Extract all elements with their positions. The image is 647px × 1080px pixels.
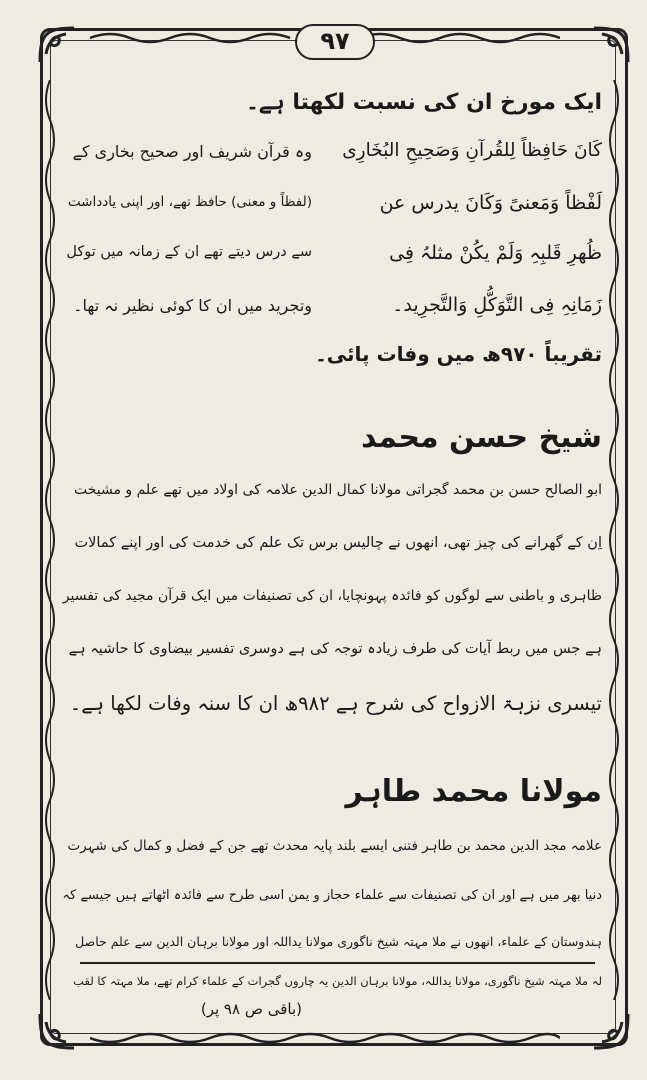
paragraph-line: تیسری نزہۃ الازواح کی شرح ہے ۹۸۲ھ ان کا سنہ وفات لکھا ہے۔ bbox=[69, 692, 602, 715]
section-heading: مولانا محمد طاہر bbox=[345, 774, 602, 809]
urdu-translation-line: (لفظاً و معنی) حافظ تھے، اور اپنی یادداشت bbox=[67, 194, 312, 210]
corner-ornament-icon bbox=[590, 24, 632, 66]
urdu-translation-line: سے درس دیتے تھے ان کے زمانہ میں توکل bbox=[66, 244, 312, 260]
arabic-quote-line: ظُھرِ قَلبِہِ وَلَمْ یکُنْ مثلہُ فِی bbox=[389, 242, 602, 264]
paragraph-line: ابو الصالح حسن بن محمد گجراتی مولانا کمال الدین علامہ کی اولاد میں تھے علم و مشیخت bbox=[73, 482, 602, 498]
urdu-translation-line: وہ قرآن شریف اور صحیح بخاری کے bbox=[72, 142, 312, 161]
paragraph-line: ظاہری و باطنی سے لوگوں کو فائدہ پہونچایا، ان کی تصنیفات میں ایک قرآن مجید کی تفسیر bbox=[62, 588, 602, 604]
intro-line: ایک مورخ ان کی نسبت لکھتا ہے۔ bbox=[246, 90, 602, 115]
paragraph-line: اِن کے گھرانے کی چیز تھی، انھوں نے چالیس برس تک علم کی خدمت کی اور اپنے کمالات bbox=[74, 535, 602, 551]
footnote-line: لہ ملا مہتہ شیخ ناگوری، مولانا یداللہ، مولانا برہان الدین یہ چاروں گجرات کے علماء کرام تھے، ملا مہتہ کا لقب bbox=[73, 974, 602, 988]
death-date-line: تقریباً ۹۷۰ھ میں وفات پائی۔ bbox=[315, 342, 602, 366]
scroll-ornament-icon bbox=[606, 80, 622, 1000]
arabic-quote-line: زَمَانِہِ فِی التَّوَکُّلِ وَالتَّجرِید۔ bbox=[392, 294, 602, 316]
paragraph-line: دنیا بھر میں ہے اور ان کی تصنیفات سے علماء حجاز و یمن اسی طرح سے فائدہ اٹھاتے ہیں جیسے کہ bbox=[62, 888, 602, 903]
section-heading: شیخ حسن محمد bbox=[360, 420, 602, 455]
paragraph-line: ہے جس میں ربط آیات کی طرف زیادہ توجہ کی ہے دوسری تفسیر بیضاوی کا حاشیہ ہے bbox=[68, 641, 602, 657]
arabic-quote-line: کَانَ حَافِظاً لِلقُرآنِ وَصَحِیحِ البُخَارِی bbox=[342, 140, 602, 161]
scroll-ornament-icon bbox=[90, 1030, 560, 1046]
urdu-translation-line: وتجرید میں ان کا کوئی نظیر نہ تھا۔ bbox=[73, 296, 312, 315]
corner-ornament-icon bbox=[36, 24, 78, 66]
footnote-divider bbox=[80, 962, 595, 964]
page-content bbox=[62, 62, 602, 1022]
paragraph-line: ہندوستان کے علماء، انھوں نے ملا مہتہ شیخ ناگوری مولانا یداللہ اور مولانا برہان الدین سے علم حاصل bbox=[75, 934, 602, 949]
arabic-quote-line: لَفْظاً وَمَعنیً وَکَانَ یدرس عن bbox=[379, 192, 602, 214]
scroll-ornament-icon bbox=[42, 80, 58, 1000]
paragraph-line: علامہ مجد الدین محمد بن طاہر فتنی ایسے بلند پایہ محدث تھے جن کے فضل و کمال کی شہرت bbox=[67, 838, 602, 854]
footnote-continuation: (باقی ص ۹۸ پر) bbox=[200, 1000, 302, 1018]
page-number: ۹۷ bbox=[295, 24, 375, 60]
